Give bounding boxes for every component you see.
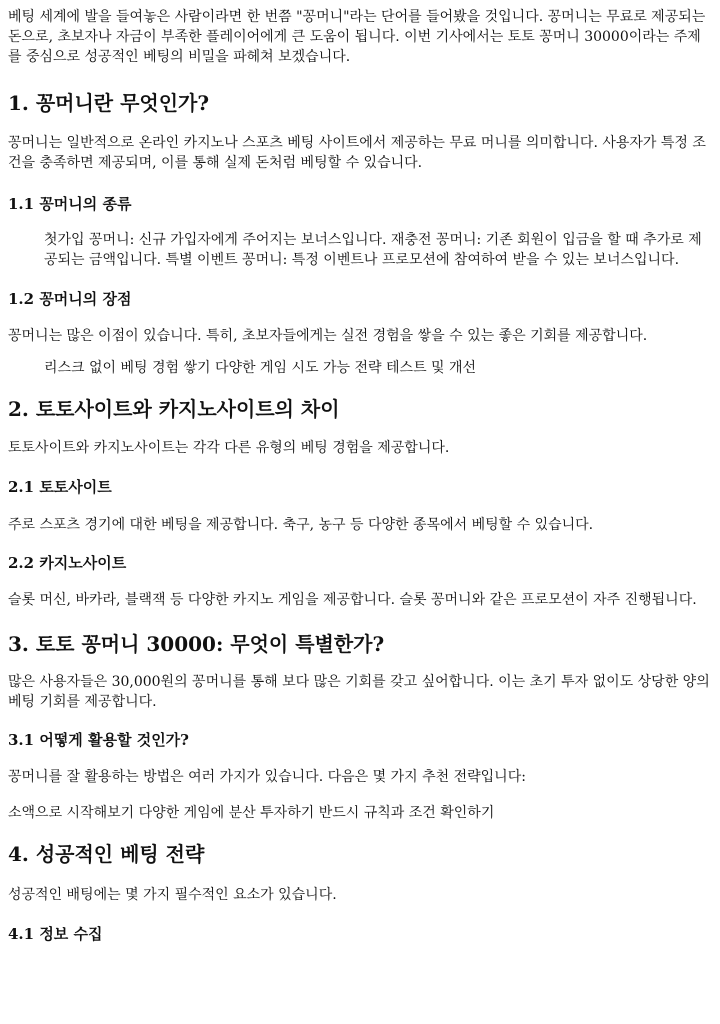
intro-paragraph: 베팅 세계에 발을 들여놓은 사람이라면 한 번쯤 "꽁머니"라는 단어를 들어봤을 것입니다. 꽁머니는 무료로 제공되는 돈으로, 초보자나 자금이 부족한 플레이어에게 큰 도움이 됩니다. 이번 기사에서는 토토 꽁머니 30000이라는 주제를 중심으로 성공적인 베팅의 비밀을 파헤쳐 보겠습니다. [8,9,706,65]
subsection-body-1-1: 첫가입 꽁머니: 신규 가입자에게 주어지는 보너스입니다. 재충전 꽁머니: 기존 회원이 입금을 할 때 추가로 제공되는 금액입니다. 특별 이벤트 꽁머니: 특정 이벤트나 프로모션에 참여하여 받을 수 있는 보너스입니다. [44,232,702,268]
section-body-4: 성공적인 배팅에는 몇 가지 필수적인 요소가 있습니다. [8,887,337,903]
subsection-heading-1-1: 1.1 꽁머니의 종류 [8,195,132,213]
subsection-body-1-2: 꽁머니는 많은 이점이 있습니다. 특히, 초보자들에게는 실전 경험을 쌓을 수 있는 좋은 기회를 제공합니다. [8,328,648,344]
subsection-heading-2-1: 2.1 토토사이트 [8,478,112,496]
section-heading-2: 2. 토토사이트와 카지노사이트의 차이 [8,397,340,421]
section-body-1: 꽁머니는 일반적으로 온라인 카지노나 스포츠 베팅 사이트에서 제공하는 무료 머니를 의미합니다. 사용자가 특정 조건을 충족하면 제공되며, 이를 통해 실제 돈처럼 베팅할 수 있습니다. [8,135,706,171]
subsection-body-2-2: 슬롯 머신, 바카라, 블랙잭 등 다양한 카지노 게임을 제공합니다. 슬롯 꽁머니와 같은 프로모션이 자주 진행됩니다. [8,592,697,608]
section-heading-4: 4. 성공적인 베팅 전략 [8,842,205,866]
subsection-heading-3-1: 3.1 어떻게 활용할 것인가? [8,731,189,749]
subsection-body-2-1: 주로 스포츠 경기에 대한 베팅을 제공합니다. 축구, 농구 등 다양한 종목에서 베팅할 수 있습니다. [8,517,594,533]
section-heading-3: 3. 토토 꽁머니 30000: 무엇이 특별한가? [8,632,385,656]
subsection-heading-4-1: 4.1 정보 수집 [8,925,103,943]
article [0,7,720,944]
section-heading-1: 1. 꽁머니란 무엇인가? [8,91,210,115]
strategies-list: 소액으로 시작해보기 다양한 게임에 분산 투자하기 반드시 규칙과 조건 확인하기 [8,805,495,821]
section-body-3: 많은 사용자들은 30,000원의 꽁머니를 통해 보다 많은 기회를 갖고 싶어합니다. 이는 초기 투자 없이도 상당한 양의 베팅 기회를 제공합니다. [8,674,710,710]
advantages-list: 리스크 없이 베팅 경험 쌓기 다양한 게임 시도 가능 전략 테스트 및 개선 [44,360,477,376]
section-body-2: 토토사이트와 카지노사이트는 각각 다른 유형의 베팅 경험을 제공합니다. [8,440,450,456]
subsection-heading-1-2: 1.2 꽁머니의 장점 [8,290,132,308]
subsection-body-3-1: 꽁머니를 잘 활용하는 방법은 여러 가지가 있습니다. 다음은 몇 가지 추천 전략입니다: [8,769,526,785]
subsection-heading-2-2: 2.2 카지노사이트 [8,554,127,572]
